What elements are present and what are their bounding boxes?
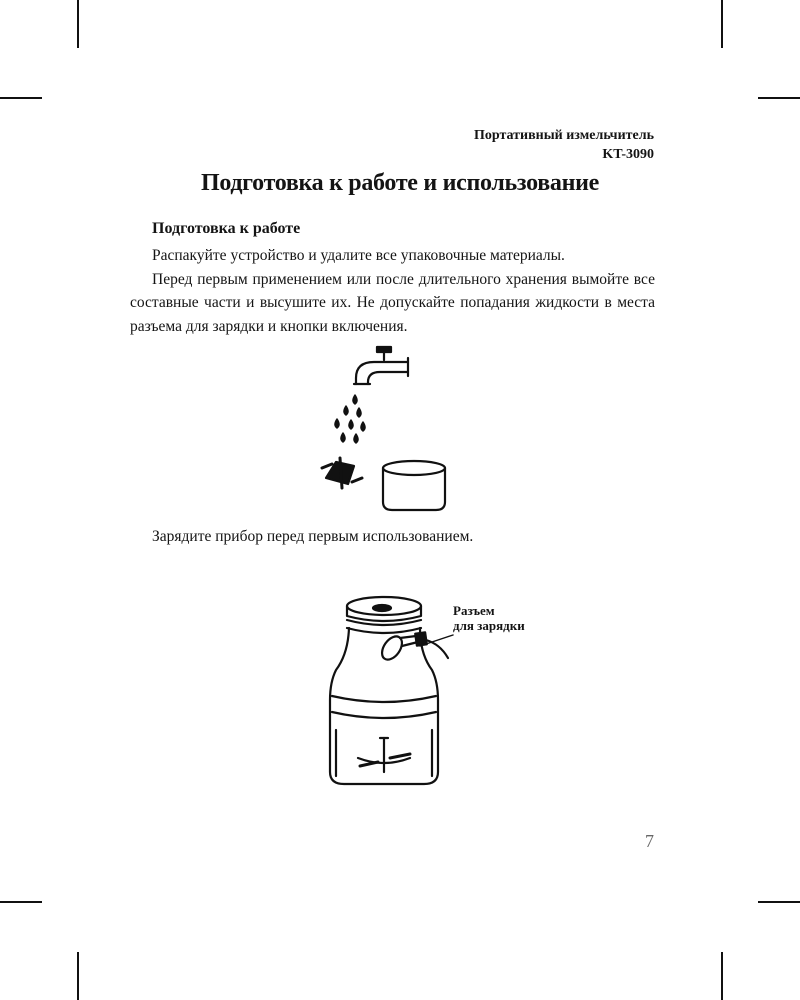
water-drops-icon: [335, 395, 365, 443]
crop-mark: [758, 97, 800, 99]
model-number: KT-3090: [602, 147, 654, 162]
chopper-illustration: [320, 590, 460, 795]
paragraph: Перед первым применением или после длительного хранения вымойте все составные части и высушите их. Не допускайте попадания жидкости в места разъема для зарядки и кнопки включения.: [130, 270, 655, 335]
charge-instruction: Зарядите прибор перед первым использованием.: [152, 528, 474, 545]
crop-mark: [721, 952, 723, 1000]
product-name: Портативный измельчитель: [474, 128, 654, 143]
faucet-icon: [354, 347, 408, 384]
crop-mark: [758, 901, 800, 903]
charging-port-callout: [453, 603, 525, 633]
page-title: Подготовка к работе и использование: [200, 170, 600, 196]
bowl-icon: [383, 461, 445, 510]
callout-label: для зарядки: [453, 618, 525, 633]
crop-mark: [721, 0, 723, 48]
washing-illustration: [310, 340, 470, 515]
crop-mark: [77, 0, 79, 48]
crop-mark: [0, 901, 42, 903]
page-number: 7: [645, 831, 654, 851]
crop-mark: [0, 97, 42, 99]
body-text: [130, 244, 655, 338]
charging-port-icon: [378, 632, 448, 663]
section-heading: Подготовка к работе: [152, 220, 301, 237]
crop-mark: [77, 952, 79, 1000]
blade-icon: [360, 738, 410, 772]
callout-label: Разъем: [453, 603, 495, 618]
blade-icon: [322, 458, 362, 488]
page-header: [474, 126, 654, 164]
paragraph: Распакуйте устройство и удалите все упаковочные материалы.: [152, 247, 565, 264]
